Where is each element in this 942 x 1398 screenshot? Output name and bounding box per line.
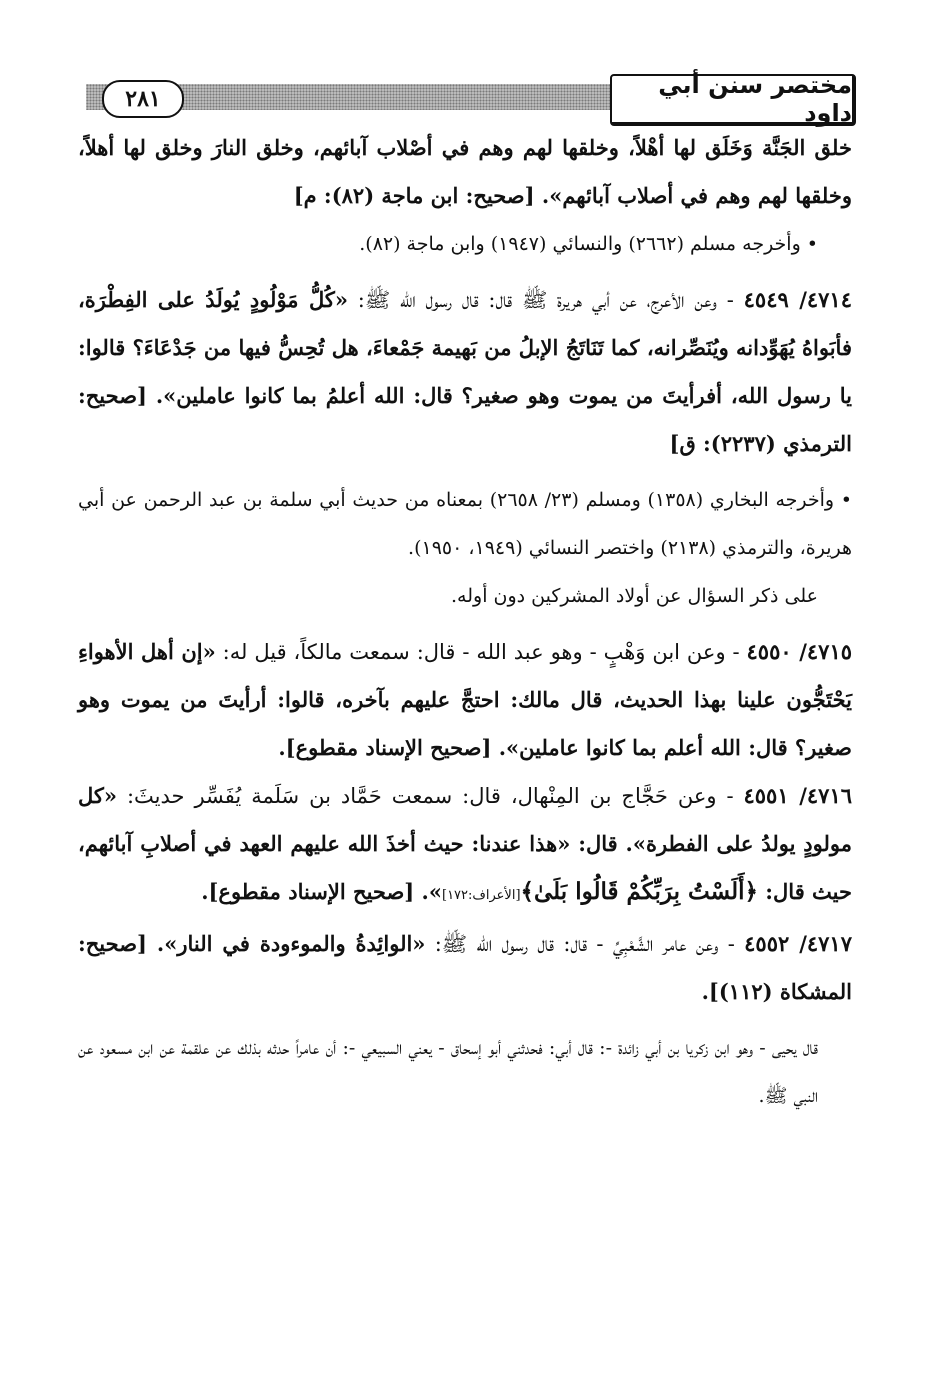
hadith-4714: [78, 276, 852, 468]
hadith-number: ٤٧١٦/ ٤٥٥١: [743, 783, 853, 808]
hadith-text-end: ».: [414, 879, 442, 904]
hadith-text: «الوائِدةُ والموءودة في النار».: [146, 931, 426, 956]
takhrij-note-continuation: على ذكر السؤال عن أولاد المشركين دون أوله.: [451, 585, 818, 607]
hadith-number: ٤٧١٤/ ٤٥٤٩: [743, 287, 852, 312]
takhrij-note: • وأخرجه البخاري (١٣٥٨) ومسلم (٢٣/ ٢٦٥٨) بمعناه من حديث أبي سلمة بن عبد الرحمن عن أبي هريرة، والترمذي (٢١٣٨) واختصر النسائي (١٩٤٩، ١٩٥٠).: [78, 489, 852, 559]
page-body: [78, 124, 852, 1120]
hadith-chain: - وعن ابن وَهْبٍ - وهو عبد الله - قال: سمعت مالكاً، قيل له:: [215, 640, 747, 664]
hadith-number: ٤٧١٧/ ٤٥٥٢: [744, 931, 852, 956]
page-number: ٢٨١: [102, 80, 184, 118]
quran-verse: ﴿أَلَسْتُ بِرَبِّكُمْ قَالُوا بَلَىٰ﴾: [520, 878, 758, 905]
hadith-text: «إن أهل الأهواءِ يَحْتَجُّون علينا بهذا الحديث، قال مالك: احتجَّ عليهم بآخره، قالوا: أرأيتَ من يموت وهو صغير؟ قال: الله أعلم بما كانوا عاملين».: [78, 639, 852, 760]
page-header: [86, 71, 852, 127]
hadith-chain: - وعن عامر الشَّعْبِيِّ - قال: قال رسول الله ﷺ:: [425, 932, 745, 956]
hadith-chain: - وعن حَجَّاج بن المِنْهال، قال: سمعت حَمَّاد بن سَلَمة يُفَسِّر حديثَ:: [117, 784, 744, 808]
hadith-chain: - وعن الأعرج، عن أبي هريرة ﷺ قال: قال رسول الله ﷺ:: [348, 288, 744, 312]
hadith-text: خلق الجَنَّة وَخَلَق لها أهْلاً، وخلقها لهم وهم في أصْلاب آبائهم، وخلق النارَ وخلق لها أهلاً، وخلقها لهم وهم في أصلاب آبائهم».: [78, 135, 852, 208]
hadith-text: «كل مولودٍ يولدُ على الفطرة». قال: «هذا عندنا: حيث أخذَ الله عليهم العهد في أصلابِ آبائهم، حيث قال:: [78, 783, 852, 904]
hadith-grade: [صحيح: الترمذي (٢٢٣٧): ق]: [78, 383, 852, 456]
hadith-grade: [صحيح الإسناد مقطوع].: [278, 735, 492, 760]
verse-reference: [الأعراف:١٧٢]: [442, 888, 521, 903]
hadith-grade: [صحيح: المشكاة (١١٢)].: [78, 931, 852, 1004]
hadith-4717: [78, 920, 852, 1016]
hadith-text: «كُلُّ مَوْلُودٍ يُولَدُ على الفِطْرَة، فأبَواهُ يُهَوِّدانه ويُنَصِّرانه، كما تَنَاتَجُ الإبلُ من بَهيمة جَمْعاءَ، هل تُحِسُّ فيها من جَدْعَاءَ؟ قالوا: يا رسول الله، أفرأيتَ من يموت وهو صغير؟ قال: الله أعلمُ بما كانوا عاملين».: [78, 287, 852, 408]
hadith-grade: [صحيح: ابن ماجة (٨٢): م]: [293, 183, 535, 208]
book-title: مختصر سنن أبي داود: [610, 74, 856, 126]
hadith-continuation: [78, 124, 852, 220]
takhrij-note: • وأخرجه مسلم (٢٦٦٢) والنسائي (١٩٤٧) وابن ماجة (٨٢).: [359, 233, 818, 255]
hadith-grade: [صحيح الإسناد مقطوع].: [201, 879, 415, 904]
hadith-number: ٤٧١٥/ ٤٥٥٠: [746, 639, 853, 664]
takhrij-note: قال يحيى - وهو ابن زكريا بن أبي زائدة -: قال أبي: فحدثني أبو إسحاق - يعني السبيعي -: أن عامراً حدثه بذلك عن علقمة عن ابن مسعود عن النبي ﷺ.: [78, 1037, 818, 1107]
hadith-4715: [78, 628, 852, 772]
hadith-4716: [78, 772, 852, 920]
